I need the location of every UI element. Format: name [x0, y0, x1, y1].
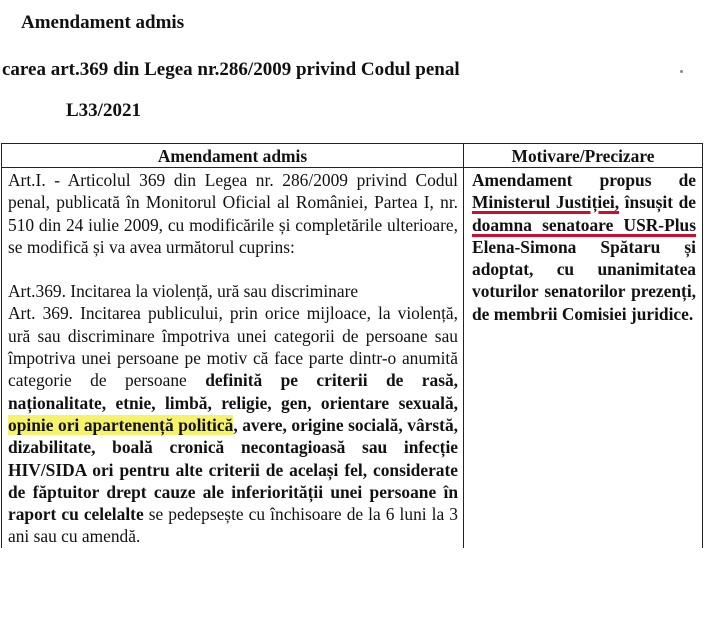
underlined-senator: doamna senatoare USR-Plus	[472, 214, 696, 235]
document-subtitle: carea art.369 din Legea nr.286/2009 privind Codul penal	[2, 59, 460, 80]
article-body-start: Art. 369. Incitarea publicului, prin orice mijloace, la violență, ură sau discriminare împotriva unei categorii de persoane sau împotriva unei persoane pe motiv că face parte dintr-o anumită categorie de persoane	[8, 303, 458, 391]
motivation-part-2: însușit de	[619, 192, 696, 213]
table-row	[2, 168, 703, 548]
motivation-text	[472, 169, 696, 325]
column-header-motivation: Motivare/Precizare	[464, 144, 703, 168]
motivation-part-3: Elena-Simona Spătaru și adoptat, cu unanimitatea voturilor senatorilor prezenți, de membrii Comisiei juridice.	[472, 236, 696, 324]
article-intro: Art.I. - Articolul 369 din Legea nr. 286/2009 privind Codul penal, publicată în Monitorul Oficial al României, Partea I, nr. 510 din 24 iulie 2009, cu modificările și completările ulterioare, se modifică și va avea următorul cuprins:	[8, 170, 458, 257]
highlighted-political-opinion: opinie ori apartenență politică	[8, 414, 234, 435]
paragraph-gap	[8, 258, 458, 280]
criteria-bold-2: , avere, origine socială, vârstă, dizabilitate, boală cronică necontagioasă sau infecție HIV/SIDA ori pentru alte criterii de același fel, considerate de făptuitor drept cauze ale inferiorității unei persoane în raport cu celelalte	[8, 414, 459, 525]
underlined-ministry: Ministerul Justiției,	[472, 192, 620, 213]
motivation-cell	[464, 168, 703, 548]
amendment-table	[1, 143, 703, 548]
document-title: Amendament admis	[21, 12, 185, 33]
criteria-bold-1: definită pe criterii de rasă, naționalitate, etnie, limbă, religie, gen, orientare sexuală,	[8, 370, 459, 413]
column-header-amendment: Amendament admis	[2, 144, 464, 168]
motivation-part-1: Amendament propus de	[472, 170, 696, 190]
article-title: Art.369. Incitarea la violență, ură sau discriminare	[8, 281, 359, 302]
amendment-text-cell	[2, 168, 464, 548]
table-header-row	[2, 144, 703, 168]
article-body-end: se pedepsește cu închisoare de la 6 luni la 3 ani sau cu amendă.	[8, 504, 458, 547]
article-body	[8, 302, 458, 547]
scan-speck	[680, 70, 683, 73]
document-code: L33/2021	[66, 100, 141, 121]
